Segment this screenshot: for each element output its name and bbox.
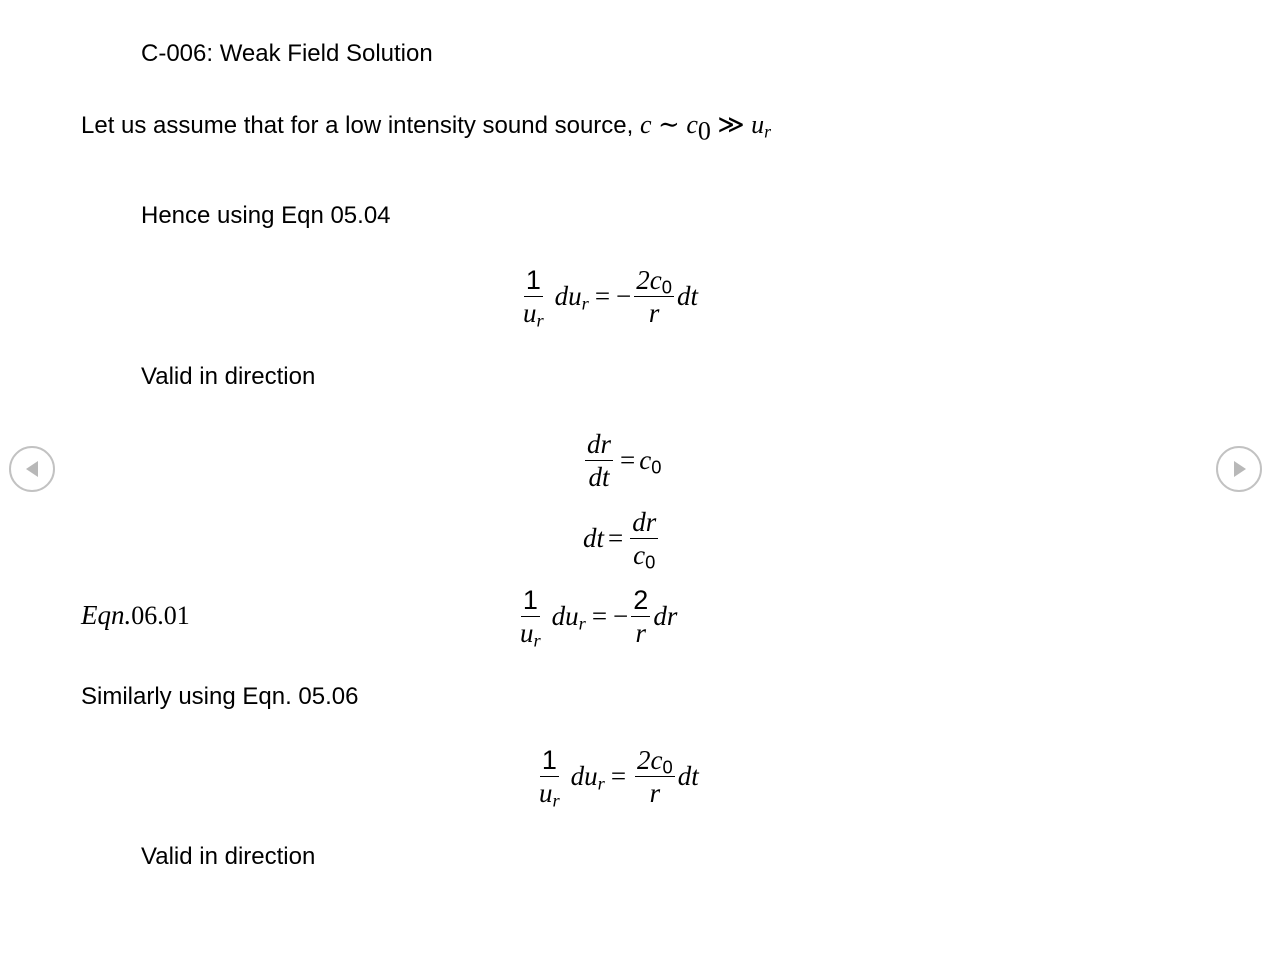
triangle-right-icon xyxy=(1218,448,1260,490)
intro-math: c ∼ $c_0$ ≫ $u_r$ xyxy=(639,110,771,146)
equation-label: Eqn.06.01 xyxy=(81,600,190,630)
eq1-right-fraction: $\frac{2c_0}{r}$ xyxy=(636,265,672,329)
eq2-fraction: $\frac{dr}{dt}$ xyxy=(587,429,612,493)
next-slide-button[interactable] xyxy=(1216,446,1262,492)
equation-5: $\frac{1}{u_r}$ $du_r$ = $\frac{2c_0}{r}$ dt xyxy=(539,745,699,811)
equation-1: $\frac{1}{u_r}$ $du_r$ = − $\frac{2c_0}{r}$ dt xyxy=(523,265,698,331)
equation-3: dt = $\frac{dr}{c_0}$ xyxy=(583,507,657,573)
hence-text: Hence using Eqn 05.04 xyxy=(141,202,391,229)
eq4-left-fraction: $\frac{1}{u_r}$ xyxy=(520,585,541,651)
eq4-right-fraction: $\frac{2}{r}$ xyxy=(633,585,649,649)
eq3-fraction: $\frac{dr}{c_0}$ xyxy=(632,507,657,573)
eq5-left-fraction: $\frac{1}{u_r}$ xyxy=(539,745,560,811)
previous-slide-button[interactable] xyxy=(9,446,55,492)
intro-line xyxy=(81,110,771,146)
similarly-text: Similarly using Eqn. 05.06 xyxy=(81,683,359,710)
slide-title: C-006: Weak Field Solution xyxy=(141,40,433,67)
eq1-left-fraction: $\frac{1}{u_r}$ xyxy=(523,265,544,331)
triangle-left-icon xyxy=(11,448,53,490)
equation-4: $\frac{1}{u_r}$ $du_r$ = − $\frac{2}{r}$ dr xyxy=(520,585,678,651)
valid-direction-text-2: Valid in direction xyxy=(141,843,316,870)
equation-2: $\frac{dr}{dt}$ = $c_0$ xyxy=(587,429,662,493)
intro-text: Let us assume that for a low intensity sound source, xyxy=(81,112,634,139)
eq5-right-fraction: $\frac{2c_0}{r}$ xyxy=(637,745,673,809)
valid-direction-text-1: Valid in direction xyxy=(141,363,316,390)
